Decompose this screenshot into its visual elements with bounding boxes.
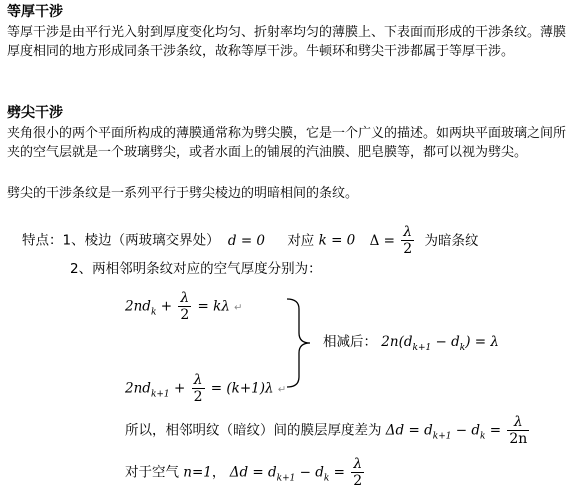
conclusion-text: 所以，相邻明纹（暗纹）间的膜层厚度差为 (125, 422, 382, 439)
feature-1-line (22, 224, 478, 257)
d-zero: d = 0 (227, 232, 266, 249)
feature-1-intro: 特点：1、棱边（两玻璃交界处） (22, 232, 220, 249)
conclusion-line: 所以，相邻明纹（暗纹）间的膜层厚度差为 $\Delta d = d_{k+1} - d_k$ = $\frac{\lambda}{2n}$ (125, 414, 528, 447)
feature-2-line: 2、两相邻明条纹对应的空气厚度分别为： (70, 261, 322, 277)
lambda-over-two: $\frac{\lambda}{2}$ (403, 224, 413, 257)
paragraph-wedge-fringes: 劈尖的干涉条纹是一系列平行于劈尖棱边的明暗相间的条纹。 (7, 186, 359, 201)
air-line: 对于空气 n=1， $\Delta d = d_{k+1} - d_k$ = $\frac{\lambda}{2}$ (125, 456, 363, 489)
lambda-over-2n: $\frac{\lambda}{2n}$ (509, 414, 528, 447)
k-zero: k = 0 (318, 232, 356, 249)
air-text: 对于空气 (125, 464, 179, 481)
subtract-label: 相减后： (323, 334, 377, 350)
section-title-equal-thickness: 等厚干涉 (7, 4, 63, 20)
paragraph-wedge-definition: 夹角很小的两个平面所构成的薄膜通常称为劈尖膜，它是一个广义的描述。如两块平面玻璃之间所夹的空气层就是一个玻璃劈尖，或者水面上的铺展的汽油膜、肥皂膜等，都可以视为劈尖。 (7, 126, 567, 160)
curly-brace-icon (285, 297, 313, 389)
lambda-over-two-air: $\frac{\lambda}{2}$ (353, 456, 363, 489)
paragraph-equal-thickness: 等厚干涉是由平行光入射到厚度变化均匀、折射率均匀的薄膜上、下表面而形成的干涉条纹。薄膜厚度相同的地方形成同条干涉条纹，故称等厚干涉。牛顿环和劈尖干涉都属于等厚干涉。 (7, 25, 567, 59)
paragraph-mark: ↵ (277, 384, 287, 396)
equation-1: $2nd_k$ + $\frac{\lambda}{2}$ = kλ ↵ (125, 290, 243, 323)
delta-equals: Δ = (369, 232, 395, 249)
subtract-result: 相减后： $2n(d_{k+1} - d_k) = \lambda$ (323, 334, 499, 353)
equation-2: $2nd_{k+1}$ + $\frac{\lambda}{2}$ = (k+1)λ ↵ (125, 372, 287, 405)
paragraph-mark: ↵ (234, 302, 243, 314)
dark-fringe-text: 为暗条纹 (424, 232, 479, 249)
section-title-wedge: 劈尖干涉 (7, 105, 63, 121)
corresponds-text: 对应 (287, 232, 315, 249)
